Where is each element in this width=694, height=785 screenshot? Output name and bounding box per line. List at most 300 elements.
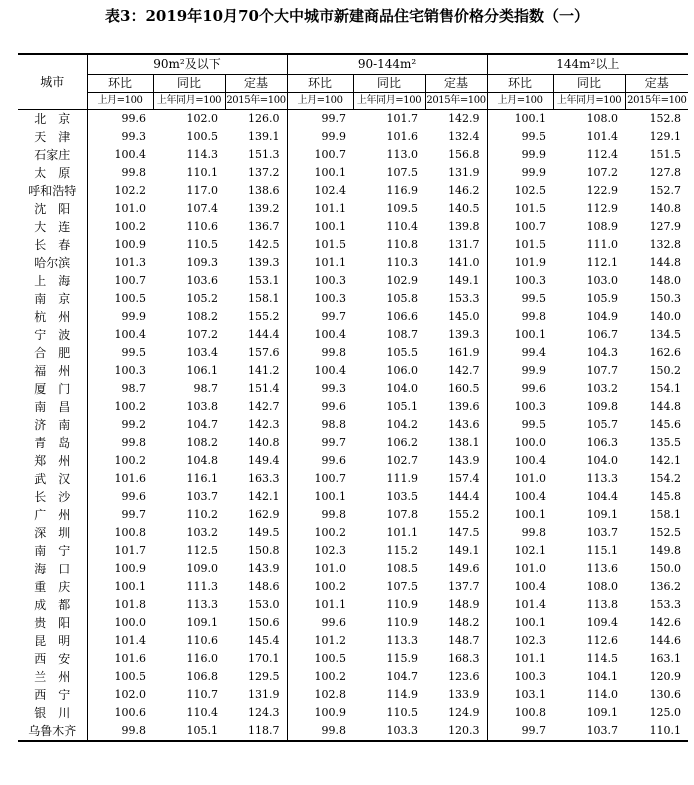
group-header-medium: 90-144m² — [287, 54, 487, 75]
metric-header-fixed: 定基 — [225, 75, 287, 93]
value-small-yoy: 109.1 — [186, 616, 218, 629]
value-medium-yoy: 101.7 — [386, 112, 419, 125]
table-row — [18, 200, 688, 218]
value-large-fixed: 150.3 — [649, 292, 682, 305]
value-small-yoy: 103.4 — [186, 346, 218, 359]
value-small-mom: 99.9 — [87, 308, 153, 326]
table-row — [18, 524, 688, 542]
city-name: 武 汉 — [18, 470, 87, 488]
value-large-mom: 101.0 — [487, 560, 553, 578]
value-large-fixed: 150.2 — [649, 364, 682, 377]
value-large-yoy: 108.0 — [586, 112, 619, 125]
base-header-mom: 上月=100 — [287, 93, 353, 110]
value-medium-fixed: 143.9 — [448, 454, 480, 467]
value-large-fixed: 152.7 — [649, 184, 682, 197]
city-name: 长 沙 — [18, 488, 87, 506]
value-medium-mom: 101.1 — [287, 200, 353, 218]
value-small-fixed: 150.8 — [248, 544, 280, 557]
table-row — [18, 614, 688, 632]
value-small-fixed: 170.1 — [248, 652, 280, 665]
value-small-yoy: 111.3 — [186, 580, 218, 593]
value-small-yoy: 113.3 — [186, 598, 218, 611]
value-small-mom: 101.4 — [87, 632, 153, 650]
value-large-fixed: 145.6 — [649, 418, 682, 431]
value-medium-mom: 101.1 — [287, 254, 353, 272]
value-small-fixed: 149.4 — [248, 454, 280, 467]
table-row — [18, 164, 688, 182]
value-large-mom: 101.1 — [487, 650, 553, 668]
value-small-fixed: 139.2 — [248, 202, 280, 215]
table-row — [18, 632, 688, 650]
table-row — [18, 578, 688, 596]
city-name: 呼和浩特 — [18, 182, 87, 200]
value-medium-fixed: 156.8 — [448, 148, 480, 161]
value-medium-yoy: 105.5 — [386, 346, 419, 359]
value-small-fixed: 151.3 — [248, 148, 280, 161]
value-small-mom: 99.7 — [87, 506, 153, 524]
value-medium-mom: 102.8 — [287, 686, 353, 704]
base-header-fixed: 2015年=100 — [425, 93, 487, 110]
value-large-yoy: 104.3 — [586, 346, 619, 359]
value-medium-yoy: 103.5 — [386, 490, 419, 503]
value-small-mom: 101.6 — [87, 470, 153, 488]
city-name: 天 津 — [18, 128, 87, 146]
value-large-yoy: 122.9 — [586, 184, 619, 197]
value-small-mom: 100.5 — [87, 668, 153, 686]
value-small-yoy: 104.8 — [186, 454, 218, 467]
value-medium-mom: 99.6 — [287, 452, 353, 470]
table-row — [18, 596, 688, 614]
value-small-mom: 100.9 — [87, 560, 153, 578]
value-small-mom: 101.6 — [87, 650, 153, 668]
value-large-fixed: 163.1 — [649, 652, 682, 665]
value-large-mom: 99.9 — [487, 362, 553, 380]
metric-header-fixed: 定基 — [425, 75, 487, 93]
value-medium-fixed: 153.3 — [448, 292, 480, 305]
value-small-yoy: 103.2 — [186, 526, 218, 539]
value-medium-yoy: 105.1 — [386, 400, 419, 413]
table-row — [18, 290, 688, 308]
table-row — [18, 362, 688, 380]
city-name: 青 岛 — [18, 434, 87, 452]
value-large-fixed: 140.8 — [649, 202, 682, 215]
value-small-mom: 99.8 — [87, 722, 153, 741]
value-medium-yoy: 110.9 — [386, 616, 419, 629]
value-small-yoy: 110.1 — [186, 166, 218, 179]
value-large-mom: 100.4 — [487, 452, 553, 470]
value-large-yoy: 104.1 — [586, 670, 619, 683]
value-medium-yoy: 115.2 — [386, 544, 419, 557]
value-large-mom: 100.4 — [487, 488, 553, 506]
value-small-fixed: 142.5 — [248, 238, 280, 251]
value-medium-fixed: 149.6 — [448, 562, 480, 575]
value-large-fixed: 144.8 — [649, 256, 682, 269]
value-small-mom: 100.2 — [87, 218, 153, 236]
value-small-fixed: 153.1 — [248, 274, 280, 287]
city-name: 成 都 — [18, 596, 87, 614]
city-name: 海 口 — [18, 560, 87, 578]
value-small-mom: 98.7 — [87, 380, 153, 398]
value-medium-fixed: 147.5 — [448, 526, 480, 539]
value-small-yoy: 103.8 — [186, 400, 218, 413]
value-small-mom: 101.0 — [87, 200, 153, 218]
value-large-mom: 101.9 — [487, 254, 553, 272]
value-medium-yoy: 104.0 — [386, 382, 419, 395]
value-medium-yoy: 103.3 — [353, 722, 425, 741]
base-header-fixed: 2015年=100 — [625, 93, 688, 110]
table-row — [18, 326, 688, 344]
table-row — [18, 236, 688, 254]
value-medium-yoy: 110.9 — [386, 598, 419, 611]
value-medium-mom: 100.1 — [287, 164, 353, 182]
value-medium-mom: 99.6 — [287, 398, 353, 416]
value-medium-yoy: 110.4 — [386, 220, 419, 233]
value-large-fixed: 134.5 — [649, 328, 682, 341]
value-large-fixed: 154.2 — [649, 472, 682, 485]
table-row — [18, 488, 688, 506]
city-name: 太 原 — [18, 164, 87, 182]
table-row — [18, 272, 688, 290]
value-large-fixed: 158.1 — [649, 508, 682, 521]
value-medium-yoy: 101.1 — [386, 526, 419, 539]
value-medium-fixed: 146.2 — [448, 184, 480, 197]
city-name: 南 昌 — [18, 398, 87, 416]
value-medium-mom: 101.2 — [287, 632, 353, 650]
value-small-yoy: 107.2 — [186, 328, 218, 341]
table-row — [18, 668, 688, 686]
value-medium-fixed: 139.3 — [448, 328, 480, 341]
value-large-mom: 101.0 — [487, 470, 553, 488]
value-medium-fixed: 131.9 — [448, 166, 480, 179]
value-small-mom: 100.4 — [87, 326, 153, 344]
value-large-mom: 100.3 — [487, 398, 553, 416]
value-large-mom: 100.3 — [487, 272, 553, 290]
value-medium-mom: 99.8 — [287, 344, 353, 362]
value-small-mom: 99.2 — [87, 416, 153, 434]
value-small-fixed: 139.1 — [248, 130, 280, 143]
value-large-fixed: 135.5 — [649, 436, 682, 449]
value-large-mom: 99.9 — [487, 146, 553, 164]
value-small-fixed: 138.6 — [248, 184, 280, 197]
value-large-yoy: 113.8 — [586, 598, 619, 611]
metric-header-fixed: 定基 — [625, 75, 688, 93]
value-large-yoy: 115.1 — [586, 544, 619, 557]
city-name: 宁 波 — [18, 326, 87, 344]
value-small-mom: 100.8 — [87, 524, 153, 542]
city-name: 厦 门 — [18, 380, 87, 398]
value-large-fixed: 125.0 — [649, 706, 682, 719]
value-small-fixed: 162.9 — [248, 508, 280, 521]
value-small-yoy: 108.2 — [186, 310, 218, 323]
value-small-mom: 99.5 — [87, 344, 153, 362]
value-small-yoy: 105.1 — [153, 722, 225, 741]
city-name: 济 南 — [18, 416, 87, 434]
value-medium-fixed: 148.9 — [448, 598, 480, 611]
city-name: 南 宁 — [18, 542, 87, 560]
value-large-mom: 103.1 — [487, 686, 553, 704]
value-small-fixed: 148.6 — [248, 580, 280, 593]
value-small-mom: 100.2 — [87, 398, 153, 416]
value-medium-yoy: 102.7 — [386, 454, 419, 467]
value-small-fixed: 140.8 — [248, 436, 280, 449]
table-row — [18, 218, 688, 236]
value-medium-yoy: 115.9 — [386, 652, 419, 665]
value-small-mom: 102.0 — [87, 686, 153, 704]
value-small-fixed: 142.3 — [248, 418, 280, 431]
value-medium-fixed: 149.1 — [448, 274, 480, 287]
value-large-fixed: 152.5 — [649, 526, 682, 539]
city-name: 北 京 — [18, 110, 87, 129]
value-large-yoy: 107.7 — [586, 364, 619, 377]
value-small-yoy: 117.0 — [186, 184, 218, 197]
value-large-fixed: 130.6 — [649, 688, 682, 701]
value-large-fixed: 150.0 — [649, 562, 682, 575]
value-small-yoy: 116.1 — [186, 472, 218, 485]
value-large-fixed: 153.3 — [649, 598, 682, 611]
city-column-header: 城市 — [18, 54, 87, 110]
table-row — [18, 470, 688, 488]
value-medium-mom: 100.7 — [287, 146, 353, 164]
value-medium-yoy: 106.6 — [386, 310, 419, 323]
value-small-fixed: 118.7 — [225, 722, 287, 741]
value-medium-fixed: 161.9 — [448, 346, 480, 359]
value-small-mom: 102.2 — [87, 182, 153, 200]
value-large-yoy: 109.8 — [586, 400, 619, 413]
value-medium-mom: 100.2 — [287, 524, 353, 542]
value-large-mom: 100.1 — [487, 614, 553, 632]
table-row — [18, 308, 688, 326]
value-small-mom: 100.9 — [87, 236, 153, 254]
value-small-fixed: 129.5 — [248, 670, 280, 683]
city-name: 南 京 — [18, 290, 87, 308]
value-large-yoy: 106.7 — [586, 328, 619, 341]
value-large-fixed: 142.1 — [649, 454, 682, 467]
value-medium-fixed: 123.6 — [448, 670, 480, 683]
value-small-mom: 99.6 — [87, 488, 153, 506]
value-medium-fixed: 155.2 — [448, 508, 480, 521]
value-small-yoy: 109.0 — [186, 562, 218, 575]
value-medium-mom: 99.8 — [287, 506, 353, 524]
value-large-yoy: 103.0 — [586, 274, 619, 287]
table-row — [18, 452, 688, 470]
value-medium-fixed: 142.7 — [448, 364, 480, 377]
value-large-fixed: 136.2 — [649, 580, 682, 593]
value-large-mom: 101.4 — [487, 596, 553, 614]
value-small-fixed: 124.3 — [248, 706, 280, 719]
table-row — [18, 344, 688, 362]
value-medium-fixed: 142.9 — [448, 112, 480, 125]
value-medium-fixed: 120.3 — [425, 722, 487, 741]
value-small-mom: 99.8 — [87, 434, 153, 452]
value-large-yoy: 109.4 — [586, 616, 619, 629]
value-medium-yoy: 101.6 — [386, 130, 419, 143]
value-small-mom: 99.8 — [87, 164, 153, 182]
value-small-mom: 99.6 — [87, 110, 153, 129]
city-name: 贵 阳 — [18, 614, 87, 632]
value-small-mom: 100.6 — [87, 704, 153, 722]
value-small-yoy: 106.1 — [186, 364, 218, 377]
value-medium-fixed: 137.7 — [448, 580, 480, 593]
value-large-mom: 99.8 — [487, 524, 553, 542]
value-large-fixed: 110.1 — [625, 722, 688, 741]
city-name: 石家庄 — [18, 146, 87, 164]
value-large-yoy: 104.9 — [586, 310, 619, 323]
city-name: 西 安 — [18, 650, 87, 668]
value-large-yoy: 107.2 — [586, 166, 619, 179]
value-medium-yoy: 110.3 — [386, 256, 419, 269]
value-small-yoy: 110.4 — [186, 706, 218, 719]
value-large-mom: 100.3 — [487, 668, 553, 686]
value-medium-mom: 100.9 — [287, 704, 353, 722]
value-medium-mom: 100.2 — [287, 578, 353, 596]
value-small-yoy: 104.7 — [186, 418, 218, 431]
value-small-yoy: 100.5 — [186, 130, 218, 143]
value-small-yoy: 98.7 — [193, 382, 218, 395]
value-small-fixed: 126.0 — [248, 112, 280, 125]
value-large-mom: 100.1 — [487, 326, 553, 344]
value-medium-yoy: 116.9 — [386, 184, 419, 197]
value-large-mom: 99.5 — [487, 290, 553, 308]
value-small-fixed: 136.7 — [248, 220, 280, 233]
value-small-fixed: 155.2 — [248, 310, 280, 323]
value-small-yoy: 103.6 — [186, 274, 218, 287]
value-large-mom: 102.5 — [487, 182, 553, 200]
value-small-fixed: 143.9 — [248, 562, 280, 575]
value-small-mom: 100.2 — [87, 452, 153, 470]
value-medium-fixed: 143.6 — [448, 418, 480, 431]
value-large-fixed: 144.6 — [649, 634, 682, 647]
group-header-large: 144m²以上 — [487, 54, 688, 75]
value-medium-fixed: 148.7 — [448, 634, 480, 647]
value-large-mom: 100.4 — [487, 578, 553, 596]
table-row — [18, 182, 688, 200]
city-name: 杭 州 — [18, 308, 87, 326]
value-small-yoy: 107.4 — [186, 202, 218, 215]
value-small-fixed: 153.0 — [248, 598, 280, 611]
value-large-fixed: 132.8 — [649, 238, 682, 251]
city-name: 合 肥 — [18, 344, 87, 362]
value-large-mom: 99.5 — [487, 416, 553, 434]
value-large-mom: 100.1 — [487, 110, 553, 129]
value-medium-yoy: 113.3 — [386, 634, 419, 647]
value-medium-fixed: 131.7 — [448, 238, 480, 251]
value-medium-fixed: 160.5 — [448, 382, 480, 395]
value-small-fixed: 157.6 — [248, 346, 280, 359]
value-small-fixed: 142.7 — [248, 400, 280, 413]
value-large-mom: 99.9 — [487, 164, 553, 182]
value-medium-yoy: 106.0 — [386, 364, 419, 377]
value-small-fixed: 158.1 — [248, 292, 280, 305]
header-metric-row — [18, 75, 688, 93]
table-row — [18, 380, 688, 398]
value-large-yoy: 112.4 — [586, 148, 619, 161]
table-row — [18, 560, 688, 578]
value-medium-mom: 100.2 — [287, 668, 353, 686]
base-header-yoy: 上年同月=100 — [353, 93, 425, 110]
value-medium-mom: 99.8 — [287, 722, 353, 741]
city-name: 福 州 — [18, 362, 87, 380]
value-small-mom: 100.1 — [87, 578, 153, 596]
value-medium-mom: 100.1 — [287, 488, 353, 506]
price-index-table — [18, 53, 688, 742]
value-medium-yoy: 109.5 — [386, 202, 419, 215]
value-medium-yoy: 110.5 — [386, 706, 419, 719]
value-small-mom: 100.4 — [87, 146, 153, 164]
value-small-mom: 101.8 — [87, 596, 153, 614]
value-large-yoy: 108.9 — [586, 220, 619, 233]
value-small-yoy: 116.0 — [186, 652, 218, 665]
value-large-yoy: 113.6 — [586, 562, 619, 575]
value-medium-mom: 100.1 — [287, 218, 353, 236]
value-medium-mom: 101.1 — [287, 596, 353, 614]
value-small-yoy: 103.7 — [186, 490, 218, 503]
value-medium-fixed: 138.1 — [448, 436, 480, 449]
value-small-yoy: 106.8 — [186, 670, 218, 683]
value-medium-yoy: 108.5 — [386, 562, 419, 575]
metric-header-yoy: 同比 — [553, 75, 625, 93]
group-header-small: 90m²及以下 — [87, 54, 287, 75]
value-large-mom: 99.5 — [487, 128, 553, 146]
value-small-yoy: 110.6 — [186, 634, 218, 647]
value-small-fixed: 137.2 — [248, 166, 280, 179]
table-row — [18, 110, 688, 129]
value-large-fixed: 149.8 — [649, 544, 682, 557]
value-large-fixed: 152.8 — [649, 112, 682, 125]
value-medium-mom: 98.8 — [287, 416, 353, 434]
value-large-yoy: 105.7 — [586, 418, 619, 431]
value-medium-fixed: 141.0 — [448, 256, 480, 269]
table-row — [18, 416, 688, 434]
value-large-yoy: 106.3 — [586, 436, 619, 449]
value-small-fixed: 144.4 — [248, 328, 280, 341]
value-large-fixed: 145.8 — [649, 490, 682, 503]
value-small-fixed: 142.1 — [248, 490, 280, 503]
value-medium-mom: 99.3 — [287, 380, 353, 398]
value-large-yoy: 112.1 — [586, 256, 619, 269]
value-large-fixed: 144.8 — [649, 400, 682, 413]
city-name: 大 连 — [18, 218, 87, 236]
value-large-yoy: 114.5 — [586, 652, 619, 665]
value-large-yoy: 105.9 — [586, 292, 619, 305]
value-small-yoy: 110.7 — [186, 688, 218, 701]
value-medium-mom: 102.3 — [287, 542, 353, 560]
value-large-mom: 101.5 — [487, 236, 553, 254]
value-medium-fixed: 124.9 — [448, 706, 480, 719]
value-medium-mom: 100.4 — [287, 362, 353, 380]
table-row — [18, 704, 688, 722]
value-medium-yoy: 108.7 — [386, 328, 419, 341]
value-large-mom: 99.8 — [487, 308, 553, 326]
value-medium-mom: 99.7 — [287, 434, 353, 452]
value-small-yoy: 112.5 — [186, 544, 218, 557]
value-large-yoy: 101.4 — [586, 130, 619, 143]
value-small-mom: 101.7 — [87, 542, 153, 560]
value-large-fixed: 127.9 — [649, 220, 682, 233]
value-small-yoy: 110.2 — [186, 508, 218, 521]
value-small-mom: 99.3 — [87, 128, 153, 146]
value-medium-yoy: 114.9 — [386, 688, 419, 701]
value-large-yoy: 108.0 — [586, 580, 619, 593]
value-small-mom: 100.3 — [87, 362, 153, 380]
value-large-mom: 100.7 — [487, 218, 553, 236]
value-large-yoy: 103.2 — [586, 382, 619, 395]
value-large-fixed: 140.0 — [649, 310, 682, 323]
value-medium-yoy: 107.8 — [386, 508, 419, 521]
metric-header-mom: 环比 — [287, 75, 353, 93]
value-large-mom: 102.3 — [487, 632, 553, 650]
value-small-mom: 100.0 — [87, 614, 153, 632]
value-medium-mom: 99.6 — [287, 614, 353, 632]
